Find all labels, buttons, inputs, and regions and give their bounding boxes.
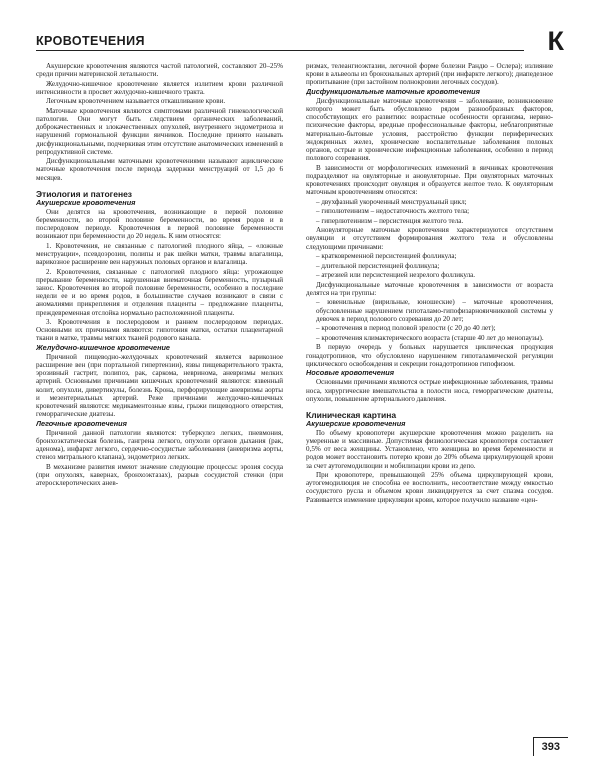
section-heading: Клиническая картина	[306, 409, 397, 420]
header-rule	[36, 50, 524, 51]
subsection-heading: Акушерские кровотечения	[36, 197, 136, 207]
paragraph: 2. Кровотечения, связанные с патологией плодного яйца: угрожающее прерывание беременности, нарушенная внематочная беременность, пузырный занос. Кровотечения во второй половине беременности, особенно в последние недели ее и во время родов, в большинстве случаев возникают в связи с аномалиями прикрепления и отделения плаценты – предлежание плаценты, преждевременная отслойка нормально расположенной плаценты.	[36, 267, 283, 317]
paragraph: Дисфункциональные маточные кровотечения – заболевание, возникновение которого может быть обусловлено рядом разнообразных факторов, способствующих его развитию: возрастные особенности организма, нервно-психические факторы, вредные профессиональные факторы, неблагоприятные материально-бытовые условия, расстройство функции периферических эндокринных желез, хронические воспалительные заболевания половых органов, острые и хронические инфекционные заболевания, особенно в период полового созревания.	[306, 96, 553, 163]
paragraph: Маточные кровотечения являются симптомами различной гинекологической патологии. Они могут быть следствием органических заболеваний, доброкачественных и злокачественных опухолей, внутреннего эндометриоза и нарушений гормональной функции яичников. Последние принято называть дисфункциональными, подчеркивая этим отсутствие анатомических изменений в репродуктивной системе.	[36, 106, 283, 156]
list-item: – кровотечения в период половой зрелости (с 20 до 40 лет);	[316, 324, 496, 333]
paragraph: ризмах, телеангиоэктазии, легочной форме болезни Рандю – Ослера); излияние крови в альвеолы из бронхиальных артерий (при инфаркте легкого); диапедезное пропитывание (при застойном полнокровии легочных сосудов).	[306, 62, 553, 87]
list-item: – гиполютеинизм – недостаточность желтого тела;	[316, 207, 470, 216]
paragraph: Причиной данной патологии являются: туберкулез легких, пневмония, бронхоэктатическая болезнь, гангрена легкого, опухоли органов дыхания (рак, аденома), инфаркт легкого, сердечно-сосудистые заболевания (аневризма аорты, стеноз митрального клапана), эндометриоз легких.	[36, 428, 283, 462]
page-number: 393	[533, 737, 568, 756]
paragraph: Желудочно-кишечное кровотечение является излитием крови различной интенсивности в просвет желудочно-кишечного тракта.	[36, 79, 283, 96]
section-heading: Этиология и патогенез	[36, 188, 133, 199]
list-item: – кратковременной персистенцией фолликула;	[316, 252, 457, 261]
subsection-heading: Акушерские кровотечения	[306, 418, 406, 428]
list-item: – ювенильные (вирильные, юношеские) – маточные кровотечения, обусловленные нарушением гипоталамо-гипофизарнояичниковой системы у девочек в период полового созревания до 20 лет;	[316, 298, 553, 323]
subsection-heading: Дисфункциональные маточные кровотечения	[306, 86, 480, 96]
paragraph: При кровопотере, превышающей 25% объема циркулирующей крови, аутогемодилюция не способна ее восполнить, несоответствие между емкостью сосудистого русла и объемом крови ликвидируется за счет спазма сосудов. Развивается изменение циркуляции крови, которое получило название «цен-	[306, 471, 553, 504]
paragraph: Ановуляторные маточные кровотечения характеризуются отсутствием овуляции и отсутствием формирования желтого тела и обусловлены следующими причинами:	[306, 226, 553, 251]
paragraph: 3. Кровотечения в послеродовом и раннем послеродовом периодах. Основными их причинами являются: гипотония матки, остатки плацентарной ткани в матке, травмы мягких тканей родового канала.	[36, 318, 283, 343]
paragraph: Легочным кровотечением называется откашливание крови.	[46, 97, 226, 106]
subsection-heading: Носовые кровотечения	[306, 368, 395, 378]
paragraph: Причиной пищеводно-желудочных кровотечений является варикозное расширение вен (при портальной гипертензии), язвы пищеварительного тракта, эрозивный гастрит, полипоз, рак, саркома, невринома, аневризмы мелких артерий. Основными причинами кишечных кровотечений являются: язвенный колит, опухоли, дивертикулы, болезнь Крона, перфорирующие аневризмы аорты и мезентериальных артерий. Реже причинами желудочно-кишечных кровотечений являются: медикаментозные язвы, грыжи пищеводного отверстия, геморрагические диатезы.	[36, 353, 283, 419]
paragraph: В первую очередь у больных нарушается циклическая продукция гонадотропинов, что обусловлено нарушением гипоталамической регуляции циклического освобождения и секреции гонадотропинов гипофизом.	[306, 343, 553, 368]
list-item: – кровотечения климактерического возраста (старше 40 лет до менопаузы).	[316, 333, 544, 342]
list-item: – гиперлютеинизм – персистенция желтого тела.	[316, 216, 464, 225]
subsection-heading: Желудочно-кишечное кровотечение	[36, 342, 170, 352]
paragraph: Они делятся на кровотечения, возникающие в первой половине беременности, во второй половине беременности, во время родов и в послеродовом периоде. Кровотечения в первой половине беременности возникают при беременности до 20 недель. К ним относятся:	[36, 207, 283, 241]
paragraph: В механизме развития имеют значение следующие процессы: эрозия сосуда (при опухолях, кавернах, бронхоэктазах), разрыв сосудистой стенки (при атеросклеротических анев-	[36, 462, 283, 488]
section-letter: К	[547, 26, 564, 56]
paragraph: Акушерские кровотечения являются частой патологией, составляют 20–25% среди причин материнской летальности.	[36, 62, 283, 79]
paragraph: В зависимости от морфологических изменений в яичниках кровотечения подразделяют на овуляторные и ановуляторные. При овуляторных маточных кровотечениях происходит овуляция и образуется желтое тело. К овуляторным маточным кровотечениям относятся:	[306, 163, 553, 197]
paragraph: Дисфункциональными маточными кровотечениями называют ациклические маточные кровотечения после периода задержки менструаций от 1,5 до 6 месяцев.	[36, 157, 283, 182]
paragraph: По объему кровопотери акушерские кровотечения можно разделить на умеренные и массивные. Допустимая физиологическая кровопотеря составляет 0,5% от веса женщины. Установлено, что женщина во время беременности и родов может восстановить потерю крови до 20% объема циркулирующей крови за счет аутогемодилюции и мобилизации крови из депо.	[306, 428, 553, 470]
left-column	[36, 62, 283, 748]
list-item: – длительной персистенцией фолликула;	[316, 261, 440, 270]
subsection-heading: Легочные кровотечения	[36, 418, 127, 428]
list-item: – двухфазный укороченный менструальный цикл;	[316, 197, 467, 206]
list-item: – атрезией или персистенцией незрелого фолликула.	[316, 271, 476, 280]
right-column	[306, 62, 553, 748]
paragraph: Дисфункциональные маточные кровотечения в зависимости от возраста делятся на три группы:	[306, 280, 553, 297]
page-header	[36, 26, 564, 56]
running-head-title: КРОВОТЕЧЕНИЯ	[36, 34, 145, 48]
paragraph: Основными причинами являются острые инфекционные заболевания, травмы носа, хирургические вмешательства в полости носа, геморрагические диатезы, опухоли, повышение артериального давления.	[306, 378, 553, 403]
paragraph: 1. Кровотечения, не связанные с патологией плодного яйца, – «ложные менструации», псевдоэрозии, полипы и рак шейки матки, травмы влагалища, варикозное расширение вен наружных половых органов и влагалища.	[36, 241, 283, 267]
